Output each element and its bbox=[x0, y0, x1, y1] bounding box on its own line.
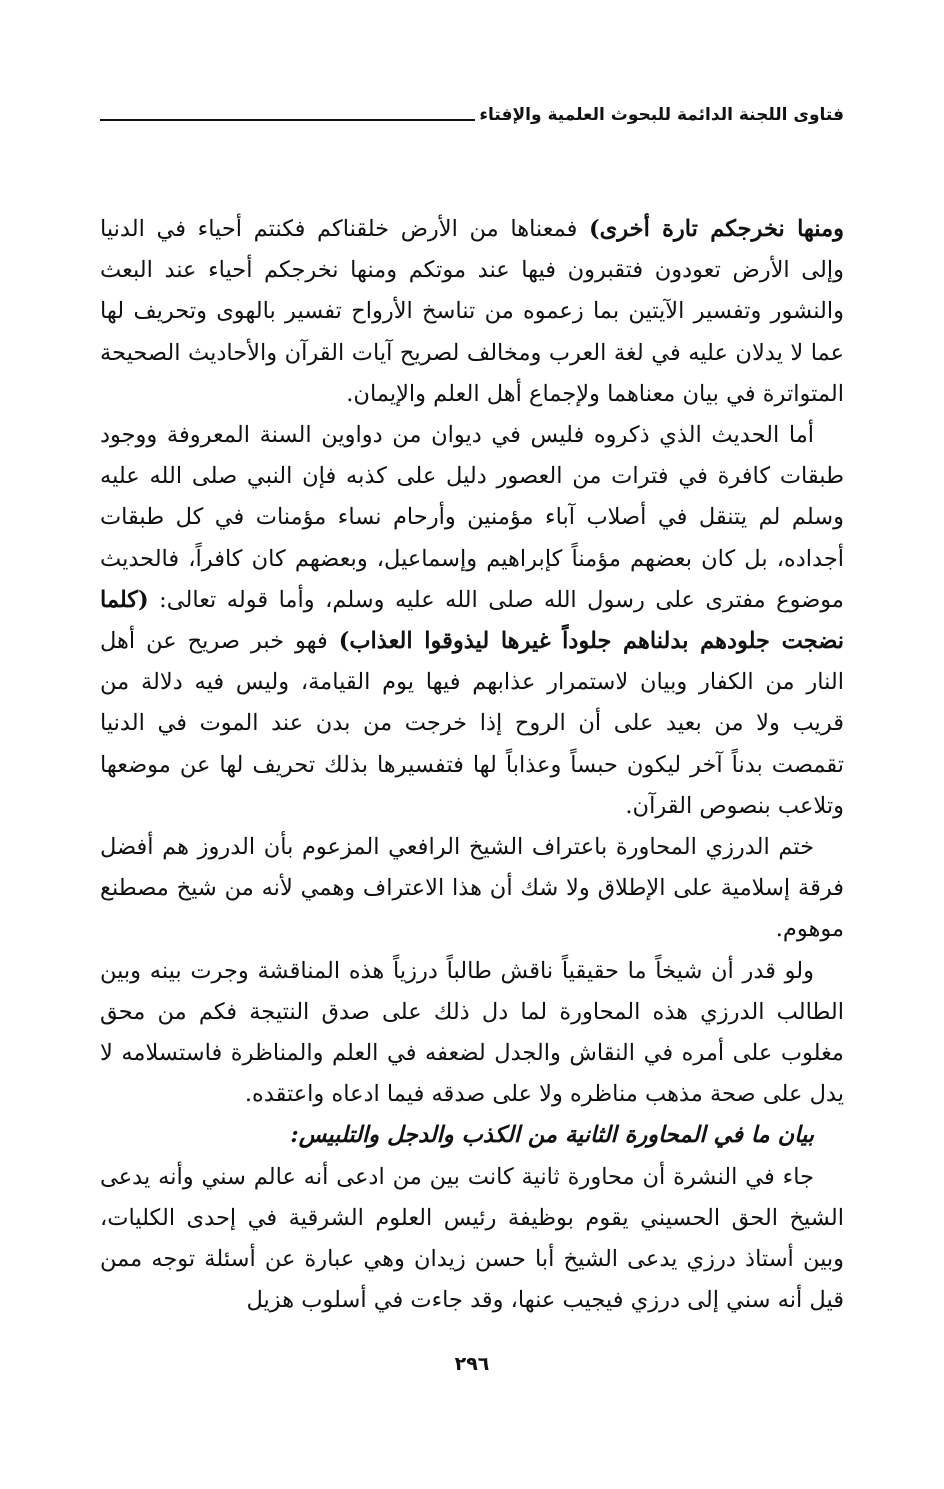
quran-verse: ومنها نخرجكم تارة أخرى) bbox=[588, 216, 844, 242]
paragraph-4: ولو قدر أن شيخاً ما حقيقياً ناقش طالباً درزياً هذه المناقشة وجرت بينه وبين الطالب الدرزي هذه المحاورة لما دل ذلك على صدق النتيجة فكم من محق مغلوب على أمره في النقاش والجدل لضعفه في العلم والمناظرة فاستسلامه لا يدل على صحة مذهب مناظره ولا على صدقه فيما ادعاه واعتقده. bbox=[100, 957, 844, 1108]
running-title: فتاوى اللجنة الدائمة للبحوث العلمية والإفتاء bbox=[479, 105, 844, 125]
paragraph-1 bbox=[100, 209, 844, 415]
paragraph-2 bbox=[100, 415, 844, 827]
paragraph-text: أما الحديث الذي ذكروه فليس في ديوان من دواوين السنة المعروفة ووجود طبقات كافرة في فترات من العصور دليل على كذبه فإن النبي صلى الله عليه وسلم لم يتنقل في أصلاب آباء مؤمنين وأرحام نساء مؤمنات في كل طبقات أجداده، بل كان بعضهم مؤمناً كإبراهيم وإسماعيل، وبعضهم كان كافراً، فالحديث موضوع مفترى على رسول الله صلى الله عليه وسلم، وأما قوله تعالى: bbox=[100, 422, 844, 613]
body-text bbox=[100, 209, 844, 1321]
running-header bbox=[100, 95, 844, 125]
section-heading: بيان ما في المحاورة الثانية من الكذب والدجل والتلبيس: bbox=[290, 1122, 814, 1149]
paragraph-text: فهو خبر صريح عن أهل النار من الكفار وبيان لاستمرار عذابهم فيها يوم القيامة، وليس فيه دلالة من قريب ولا من بعيد على أن الروح إذا خرجت من بدن عند الموت في الدنيا تقمصت بدناً آخر ليكون حبساً وعذاباً لها فتفسيرها بذلك تحريف لها عن موضعها وتلاعب بنصوص القرآن. bbox=[100, 628, 844, 819]
header-rule bbox=[100, 119, 475, 121]
page-number: ٢٩٦ bbox=[454, 1353, 490, 1375]
quran-verse: (كلما نضجت جلودهم بدلناهم جلوداً غيرها ليذوقوا العذاب) bbox=[100, 586, 844, 655]
paragraph-text: فمعناها من الأرض خلقناكم فكنتم أحياء في الدنيا وإلى الأرض تعودون فتقبرون فيها عند موتكم ومنها نخرجكم أحياء عند البعث والنشور وتفسير الآيتين بما زعموه من تناسخ الأرواح تفسير بالهوى وتحريف لها عما لا يدلان عليه في لغة العرب ومخالف لصريح آيات القرآن والأحاديث الصحيحة المتواترة في بيان معناهما ولإجماع أهل العلم والإيمان. bbox=[100, 216, 844, 407]
paragraph-5: جاء في النشرة أن محاورة ثانية كانت بين من ادعى أنه عالم سني وأنه يدعى الشيخ الحق الحسيني يقوم بوظيفة رئيس العلوم الشرقية في إحدى الكليات، وبين أستاذ درزي يدعى الشيخ أبا حسن زيدان وهي عبارة عن أسئلة توجه ممن قيل أنه سني إلى درزي فيجيب عنها، وقد جاءت في أسلوب هزيل bbox=[100, 1163, 844, 1314]
paragraph-3: ختم الدرزي المحاورة باعتراف الشيخ الرافعي المزعوم بأن الدروز هم أفضل فرقة إسلامية على الإطلاق ولا شك أن هذا الاعتراف وهمي لأنه من شيخ مصطنع موهوم. bbox=[100, 834, 844, 943]
